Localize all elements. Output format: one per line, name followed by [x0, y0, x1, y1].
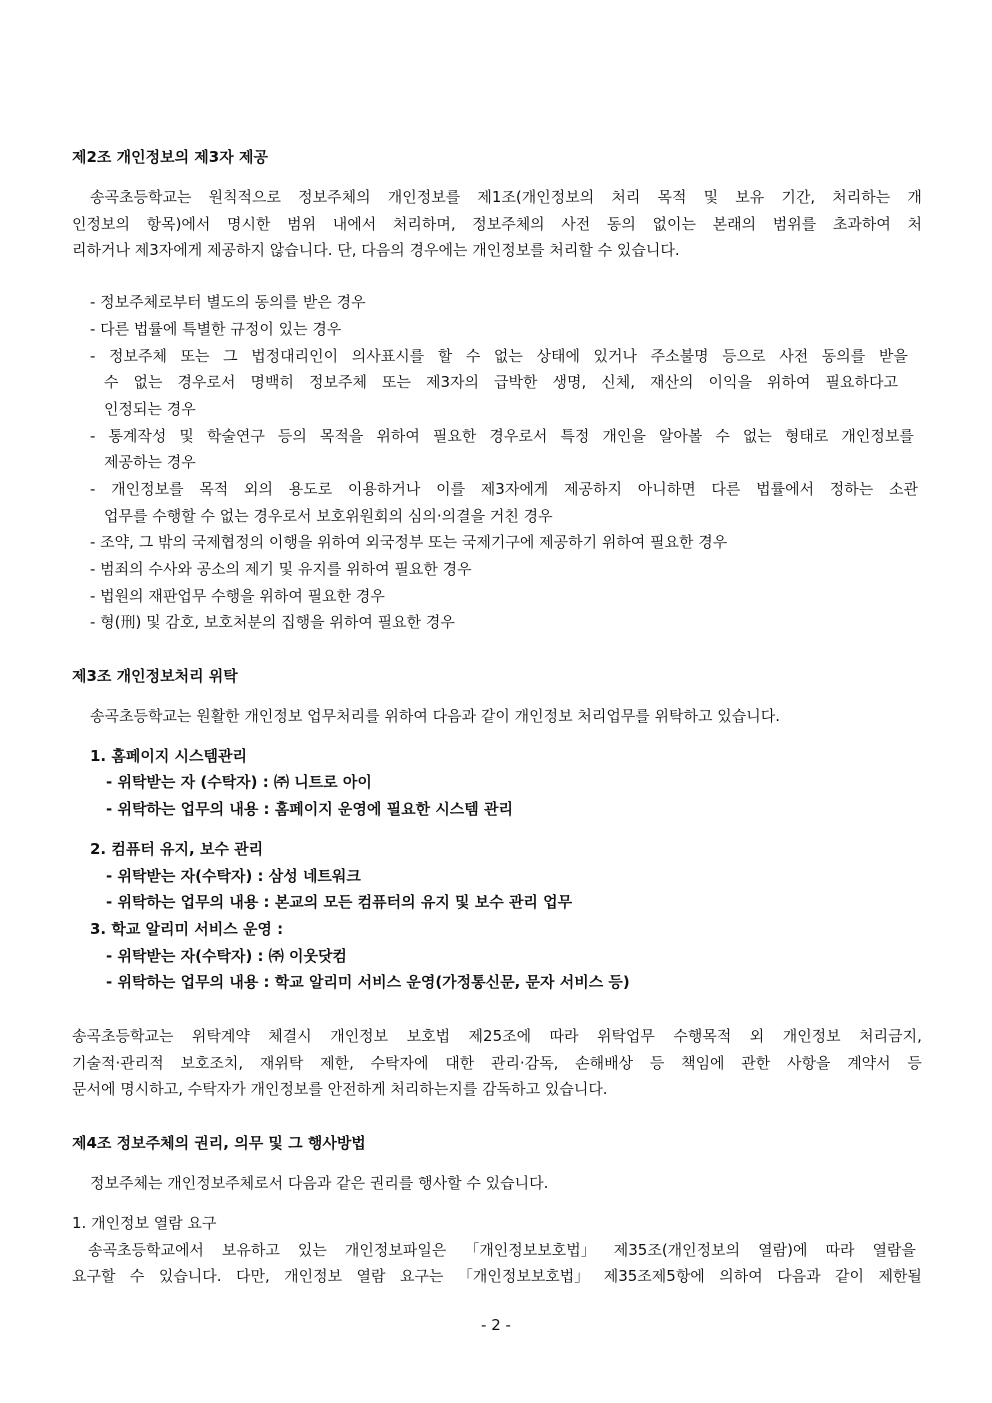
section-4-para-line-2: 요구할 수 있습니다. 다만, 개인정보 열람 요구는 「개인정보보호법」 제35조제5항에 의하여 다음과 같이 제한될: [72, 1267, 922, 1285]
list-item: - 범죄의 수사와 공소의 제기 및 유지를 위하여 필요한 경우: [90, 560, 472, 578]
entrust-item-detail: - 위탁받는 자(수탁자) : ㈜ 이웃닷컴: [106, 947, 347, 965]
section-2-intro-line-1: 송곡초등학교는 원칙적으로 정보주체의 개인정보를 제1조(개인정보의 처리 목적 및 보유 기간, 처리하는 개: [90, 188, 922, 206]
list-item: - 개인정보를 목적 외의 용도로 이용하거나 이를 제3자에게 제공하지 아니하면 다른 법률에서 정하는 소관: [90, 480, 918, 498]
section-3-intro: 송곡초등학교는 원활한 개인정보 업무처리를 위하여 다음과 같이 개인정보 처리업무를 위탁하고 있습니다.: [90, 707, 781, 725]
list-item: - 통계작성 및 학술연구 등의 목적을 위하여 필요한 경우로서 특정 개인을 알아볼 수 없는 형태로 개인정보를: [90, 427, 914, 445]
section-3-closing-line-2: 기술적·관리적 보호조치, 재위탁 제한, 수탁자에 대한 관리·감독, 손해배상 등 책임에 관한 사항을 계약서 등: [72, 1054, 922, 1072]
list-item: - 정보주체 또는 그 법정대리인이 의사표시를 할 수 없는 상태에 있거나 주소불명 등으로 사전 동의를 받을: [90, 347, 908, 365]
list-item-continuation: 인정되는 경우: [104, 400, 196, 418]
list-item: - 정보주체로부터 별도의 동의를 받은 경우: [90, 293, 366, 311]
section-3-closing-line-3: 문서에 명시하고, 수탁자가 개인정보를 안전하게 처리하는지를 감독하고 있습니다.: [72, 1080, 608, 1098]
entrust-item-detail: - 위탁받는 자(수탁자) : 삼성 네트워크: [106, 867, 361, 885]
section-4-intro: 정보주체는 개인정보주체로서 다음과 같은 권리를 행사할 수 있습니다.: [90, 1174, 549, 1192]
list-item-continuation: 제공하는 경우: [104, 453, 196, 471]
list-item-continuation: 업무를 수행할 수 없는 경우로서 보호위원회의 심의·의결을 거친 경우: [104, 507, 553, 525]
list-item: - 법원의 재판업무 수행을 위하여 필요한 경우: [90, 587, 385, 605]
entrust-item-detail: - 위탁받는 자 (수탁자) : ㈜ 니트로 아이: [106, 773, 372, 791]
entrust-item-title: 1. 홈페이지 시스템관리: [90, 747, 247, 765]
list-item: - 조약, 그 밖의 국제협정의 이행을 위하여 외국정부 또는 국제기구에 제공하기 위하여 필요한 경우: [90, 533, 728, 551]
section-4-para-line-1: 송곡초등학교에서 보유하고 있는 개인정보파일은 「개인정보보호법」 제35조(개인정보의 열람)에 따라 열람을: [88, 1241, 916, 1259]
page-number: - 2 -: [481, 1316, 511, 1334]
entrust-item-title: 2. 컴퓨터 유지, 보수 관리: [90, 840, 264, 858]
list-item: - 형(刑) 및 감호, 보호처분의 집행을 위하여 필요한 경우: [90, 613, 455, 631]
entrust-item-detail: - 위탁하는 업무의 내용 : 학교 알리미 서비스 운영(가정통신문, 문자 서비스 등): [106, 973, 630, 991]
section-3-closing-line-1: 송곡초등학교는 위탁계약 체결시 개인정보 보호법 제25조에 따라 위탁업무 수행목적 외 개인정보 처리금지,: [72, 1027, 922, 1045]
entrust-item-title: 3. 학교 알리미 서비스 운영 :: [90, 920, 284, 938]
list-item-continuation: 수 없는 경우로서 명백히 정보주체 또는 제3자의 급박한 생명, 신체, 재산의 이익을 위하여 필요하다고: [104, 373, 898, 391]
entrust-item-detail: - 위탁하는 업무의 내용 : 홈페이지 운영에 필요한 시스템 관리: [106, 800, 513, 818]
section-3-heading: 제3조 개인정보처리 위탁: [72, 667, 238, 685]
section-2-heading: 제2조 개인정보의 제3자 제공: [72, 148, 268, 166]
entrust-item-detail: - 위탁하는 업무의 내용 : 본교의 모든 컴퓨터의 유지 및 보수 관리 업무: [106, 893, 573, 911]
section-4-subheading: 1. 개인정보 열람 요구: [72, 1214, 217, 1232]
section-4-heading: 제4조 정보주체의 권리, 의무 및 그 행사방법: [72, 1134, 366, 1152]
section-2-intro-line-2: 인정보의 항목)에서 명시한 범위 내에서 처리하며, 정보주체의 사전 동의 없이는 본래의 범위를 초과하여 처: [72, 215, 922, 233]
section-2-intro-line-3: 리하거나 제3자에게 제공하지 않습니다. 단, 다음의 경우에는 개인정보를 처리할 수 있습니다.: [72, 241, 680, 259]
list-item: - 다른 법률에 특별한 규정이 있는 경우: [90, 320, 342, 338]
